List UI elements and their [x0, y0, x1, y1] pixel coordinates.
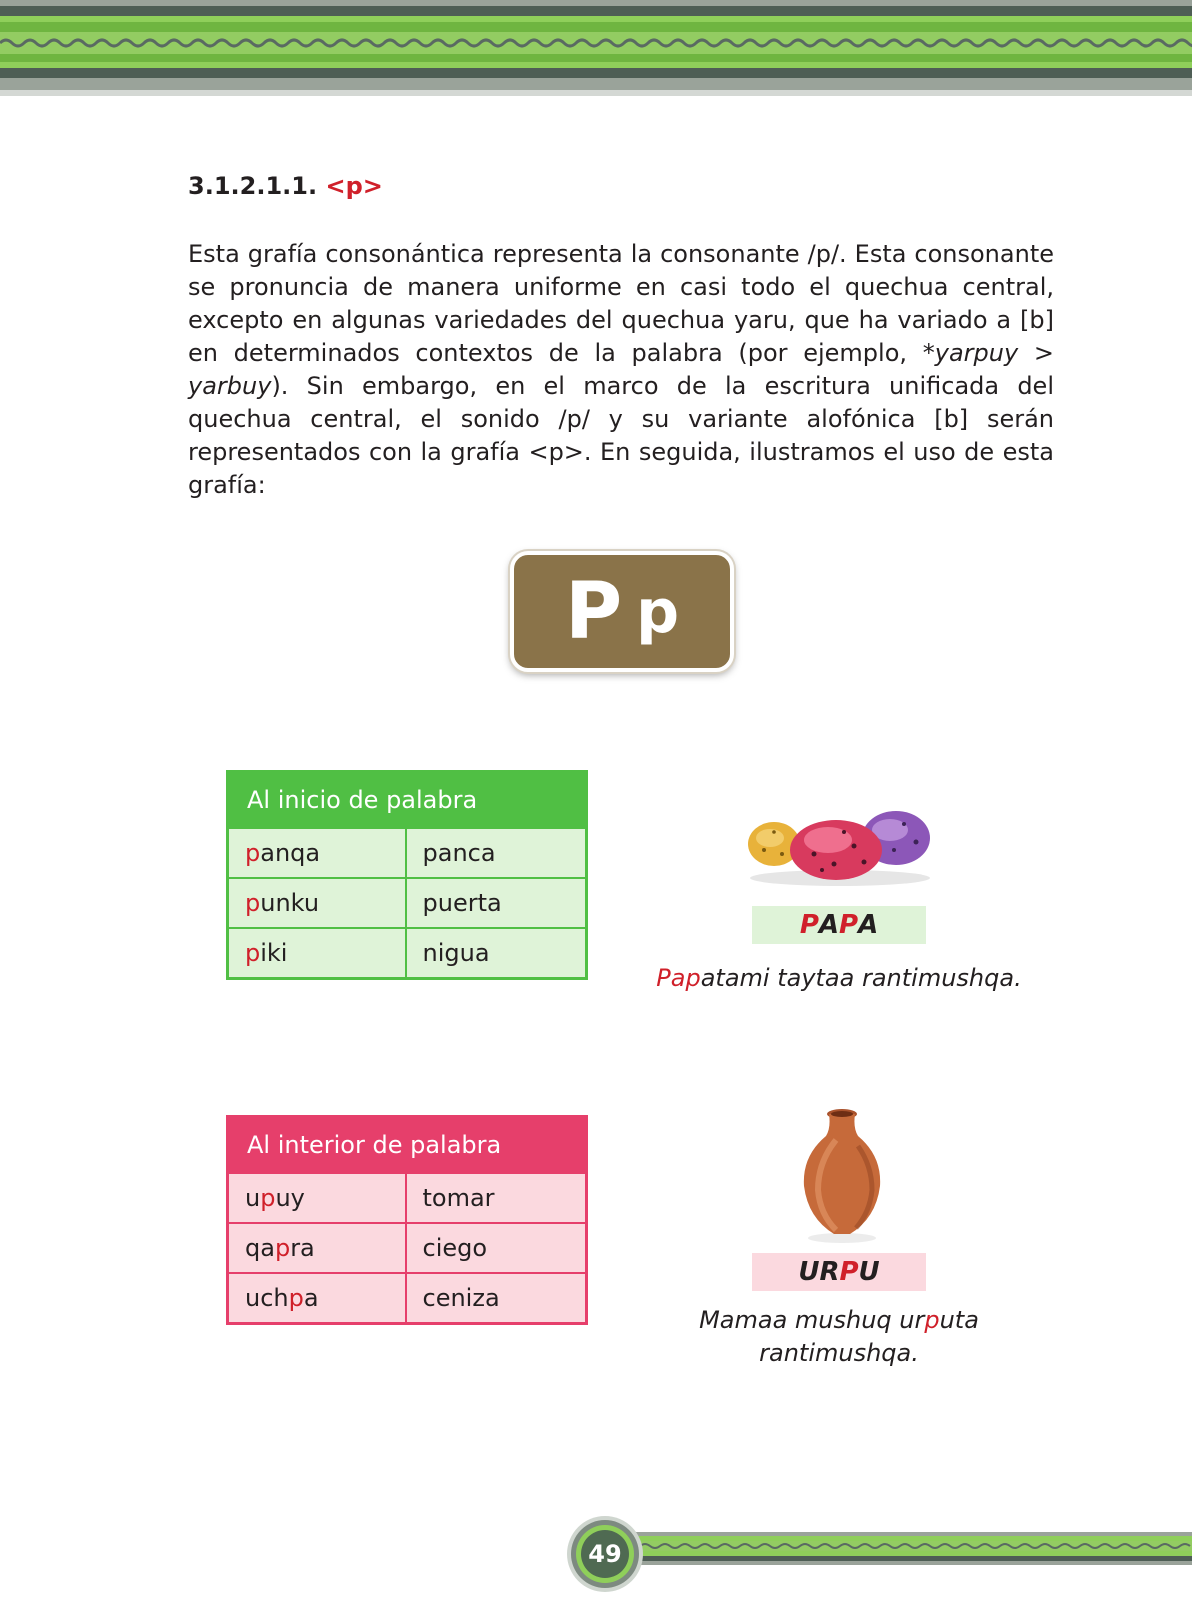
quechua-word: upuy	[228, 1173, 406, 1223]
word-label-urpu: UR P U	[752, 1253, 926, 1291]
example-sentence-urpu: Mamaa mushuq urputa rantimushqa.	[699, 1306, 979, 1367]
table-interior-header: Al interior de palabra	[228, 1117, 587, 1174]
paragraph-part2: ). Sin embargo, en el marco de la escritura unificada del quechua central, el sonido /p/ y su variante alofónica [b] serán representados con la grafía <p>. En seguida, ilustramos el uso de esta grafía:	[188, 372, 1054, 499]
letter-lowercase: p	[636, 576, 680, 647]
spanish-gloss: panca	[406, 828, 587, 878]
example-sentence-papa: Papatami taytaa rantimushqa.	[656, 964, 1022, 992]
quechua-word: panqa	[228, 828, 406, 878]
table-row	[228, 1273, 587, 1323]
table-row	[228, 928, 587, 978]
section-heading	[188, 172, 383, 200]
spanish-gloss: nigua	[406, 928, 587, 978]
table-initial-header: Al inicio de palabra	[228, 772, 587, 829]
section-grapheme: <p>	[325, 172, 383, 200]
quechua-word: punku	[228, 878, 406, 928]
table-row	[228, 1173, 587, 1223]
table-row	[228, 1223, 587, 1273]
letter-uppercase: P	[564, 566, 623, 657]
table-initial-position	[226, 770, 588, 980]
paragraph-italic-yarpuy: yarpuy	[934, 339, 1019, 367]
quechua-word: qapra	[228, 1223, 406, 1273]
body-paragraph	[188, 238, 1054, 502]
paragraph-arrow: >	[1018, 339, 1054, 367]
spanish-gloss: ciego	[406, 1223, 587, 1273]
section-number: 3.1.2.1.1.	[188, 172, 318, 200]
table-row	[228, 828, 587, 878]
potatoes-illustration	[744, 802, 936, 890]
header-decorative-band	[0, 0, 1192, 96]
word-label-papa: P A P A	[752, 906, 926, 944]
paragraph-italic-yarbuy: yarbuy	[188, 372, 272, 400]
paragraph-part1: Esta grafía consonántica representa la consonante /p/. Esta consonante se pronuncia de manera uniforme en casi todo el quechua central, excepto en algunas variedades del quechua yaru, que ha variado a [b] en determinados contextos de la palabra (por ejemplo, *	[188, 240, 1054, 367]
table-interior-position	[226, 1115, 588, 1325]
clay-jar-illustration	[796, 1106, 888, 1246]
quechua-word: uchpa	[228, 1273, 406, 1323]
spanish-gloss: ceniza	[406, 1273, 587, 1323]
quechua-word: piki	[228, 928, 406, 978]
table-row	[228, 878, 587, 928]
page-number: 49	[588, 1540, 622, 1568]
spanish-gloss: tomar	[406, 1173, 587, 1223]
spanish-gloss: puerta	[406, 878, 587, 928]
letter-card	[510, 551, 734, 672]
